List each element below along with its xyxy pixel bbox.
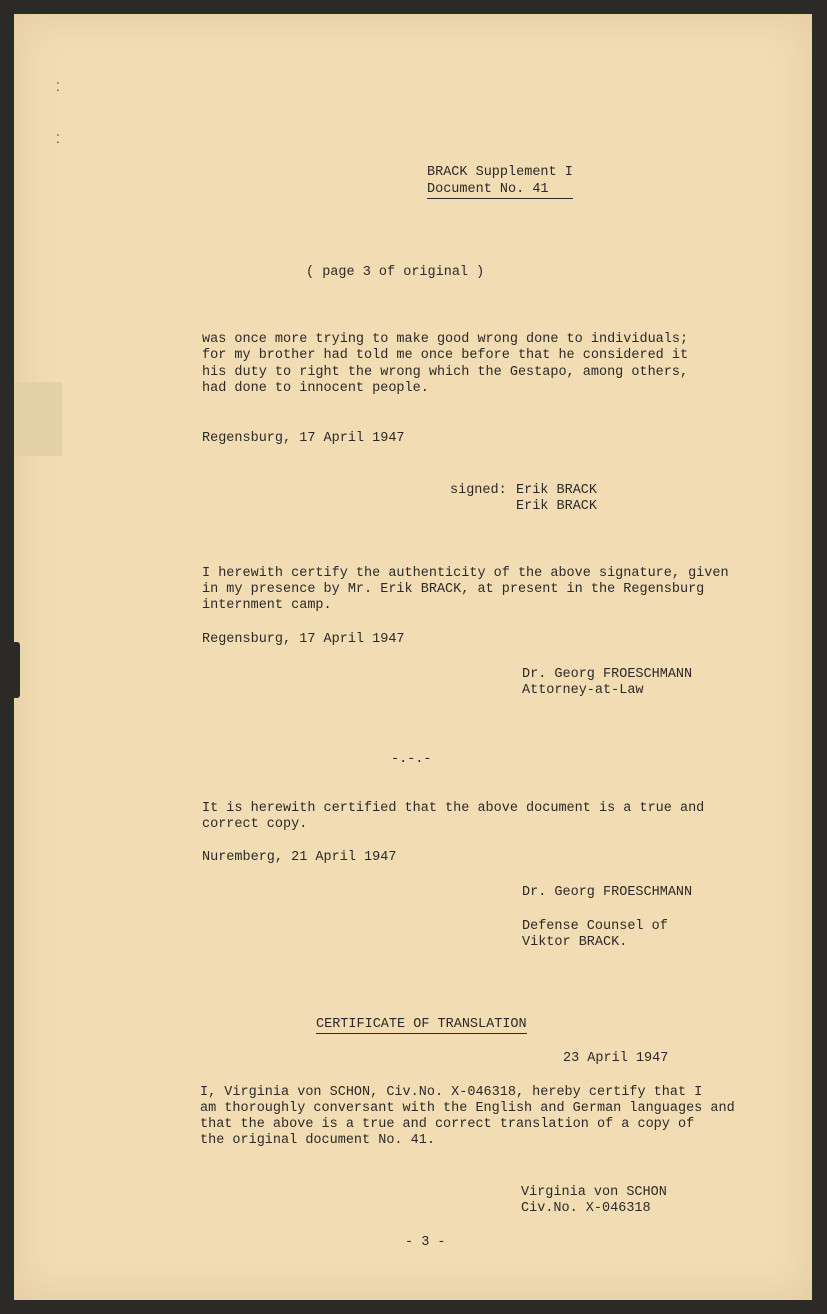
translation-line: the original document No. 41. — [200, 1133, 435, 1148]
document-page — [14, 14, 812, 1300]
statement-place-date: Regensburg, 17 April 1947 — [202, 431, 405, 446]
certification-line: I herewith certify the authenticity of the above signature, given — [202, 566, 729, 581]
statement-line: had done to innocent people. — [202, 381, 429, 396]
punch-mark: ⁚ — [56, 133, 60, 147]
copy-certificate-place-date: Nuremberg, 21 April 1947 — [202, 850, 397, 865]
certification-signer-title: Attorney-at-Law — [522, 683, 644, 698]
page-number: - 3 - — [405, 1235, 446, 1250]
copy-certificate-role: Viktor BRACK. — [522, 935, 628, 950]
signed-name: Erik BRACK — [516, 483, 598, 498]
document-number: Document No. 41 — [427, 182, 573, 199]
copy-certificate-role: Defense Counsel of — [522, 919, 668, 934]
translation-line: I, Virginia von SCHON, Civ.No. X-046318, hereby certify that I — [200, 1085, 703, 1100]
translation-line: am thoroughly conversant with the English and German languages and — [200, 1101, 735, 1116]
translator-name: Virginia von SCHON — [521, 1185, 667, 1200]
tape-residue — [14, 382, 62, 456]
certification-signer: Dr. Georg FROESCHMANN — [522, 667, 693, 682]
header-line-2 — [427, 182, 573, 199]
certification-line: internment camp. — [202, 598, 332, 613]
header-line-1: BRACK Supplement I — [427, 165, 573, 180]
translation-heading — [316, 1017, 527, 1034]
signed-name-2: Erik BRACK — [516, 499, 598, 514]
section-separator: -.-.- — [391, 752, 432, 767]
copy-certificate-line: correct copy. — [202, 817, 308, 832]
page-note: ( page 3 of original ) — [306, 265, 485, 280]
page-edge-tear — [8, 642, 20, 698]
statement-line: for my brother had told me once before that he considered it — [202, 348, 689, 363]
statement-line: was once more trying to make good wrong done to individuals; — [202, 332, 689, 347]
copy-certificate-signer: Dr. Georg FROESCHMANN — [522, 885, 693, 900]
translator-civ-no: Civ.No. X-046318 — [521, 1201, 651, 1216]
translation-heading-text: CERTIFICATE OF TRANSLATION — [316, 1017, 527, 1032]
certification-line: in my presence by Mr. Erik BRACK, at present in the Regensburg — [202, 582, 705, 597]
certification-place-date: Regensburg, 17 April 1947 — [202, 632, 405, 647]
punch-mark: ⁚ — [56, 81, 60, 95]
translation-date: 23 April 1947 — [563, 1051, 669, 1066]
translation-line: that the above is a true and correct translation of a copy of — [200, 1117, 695, 1132]
signed-label: signed: — [450, 483, 507, 498]
statement-line: his duty to right the wrong which the Gestapo, among others, — [202, 365, 689, 380]
copy-certificate-line: It is herewith certified that the above document is a true and — [202, 801, 705, 816]
